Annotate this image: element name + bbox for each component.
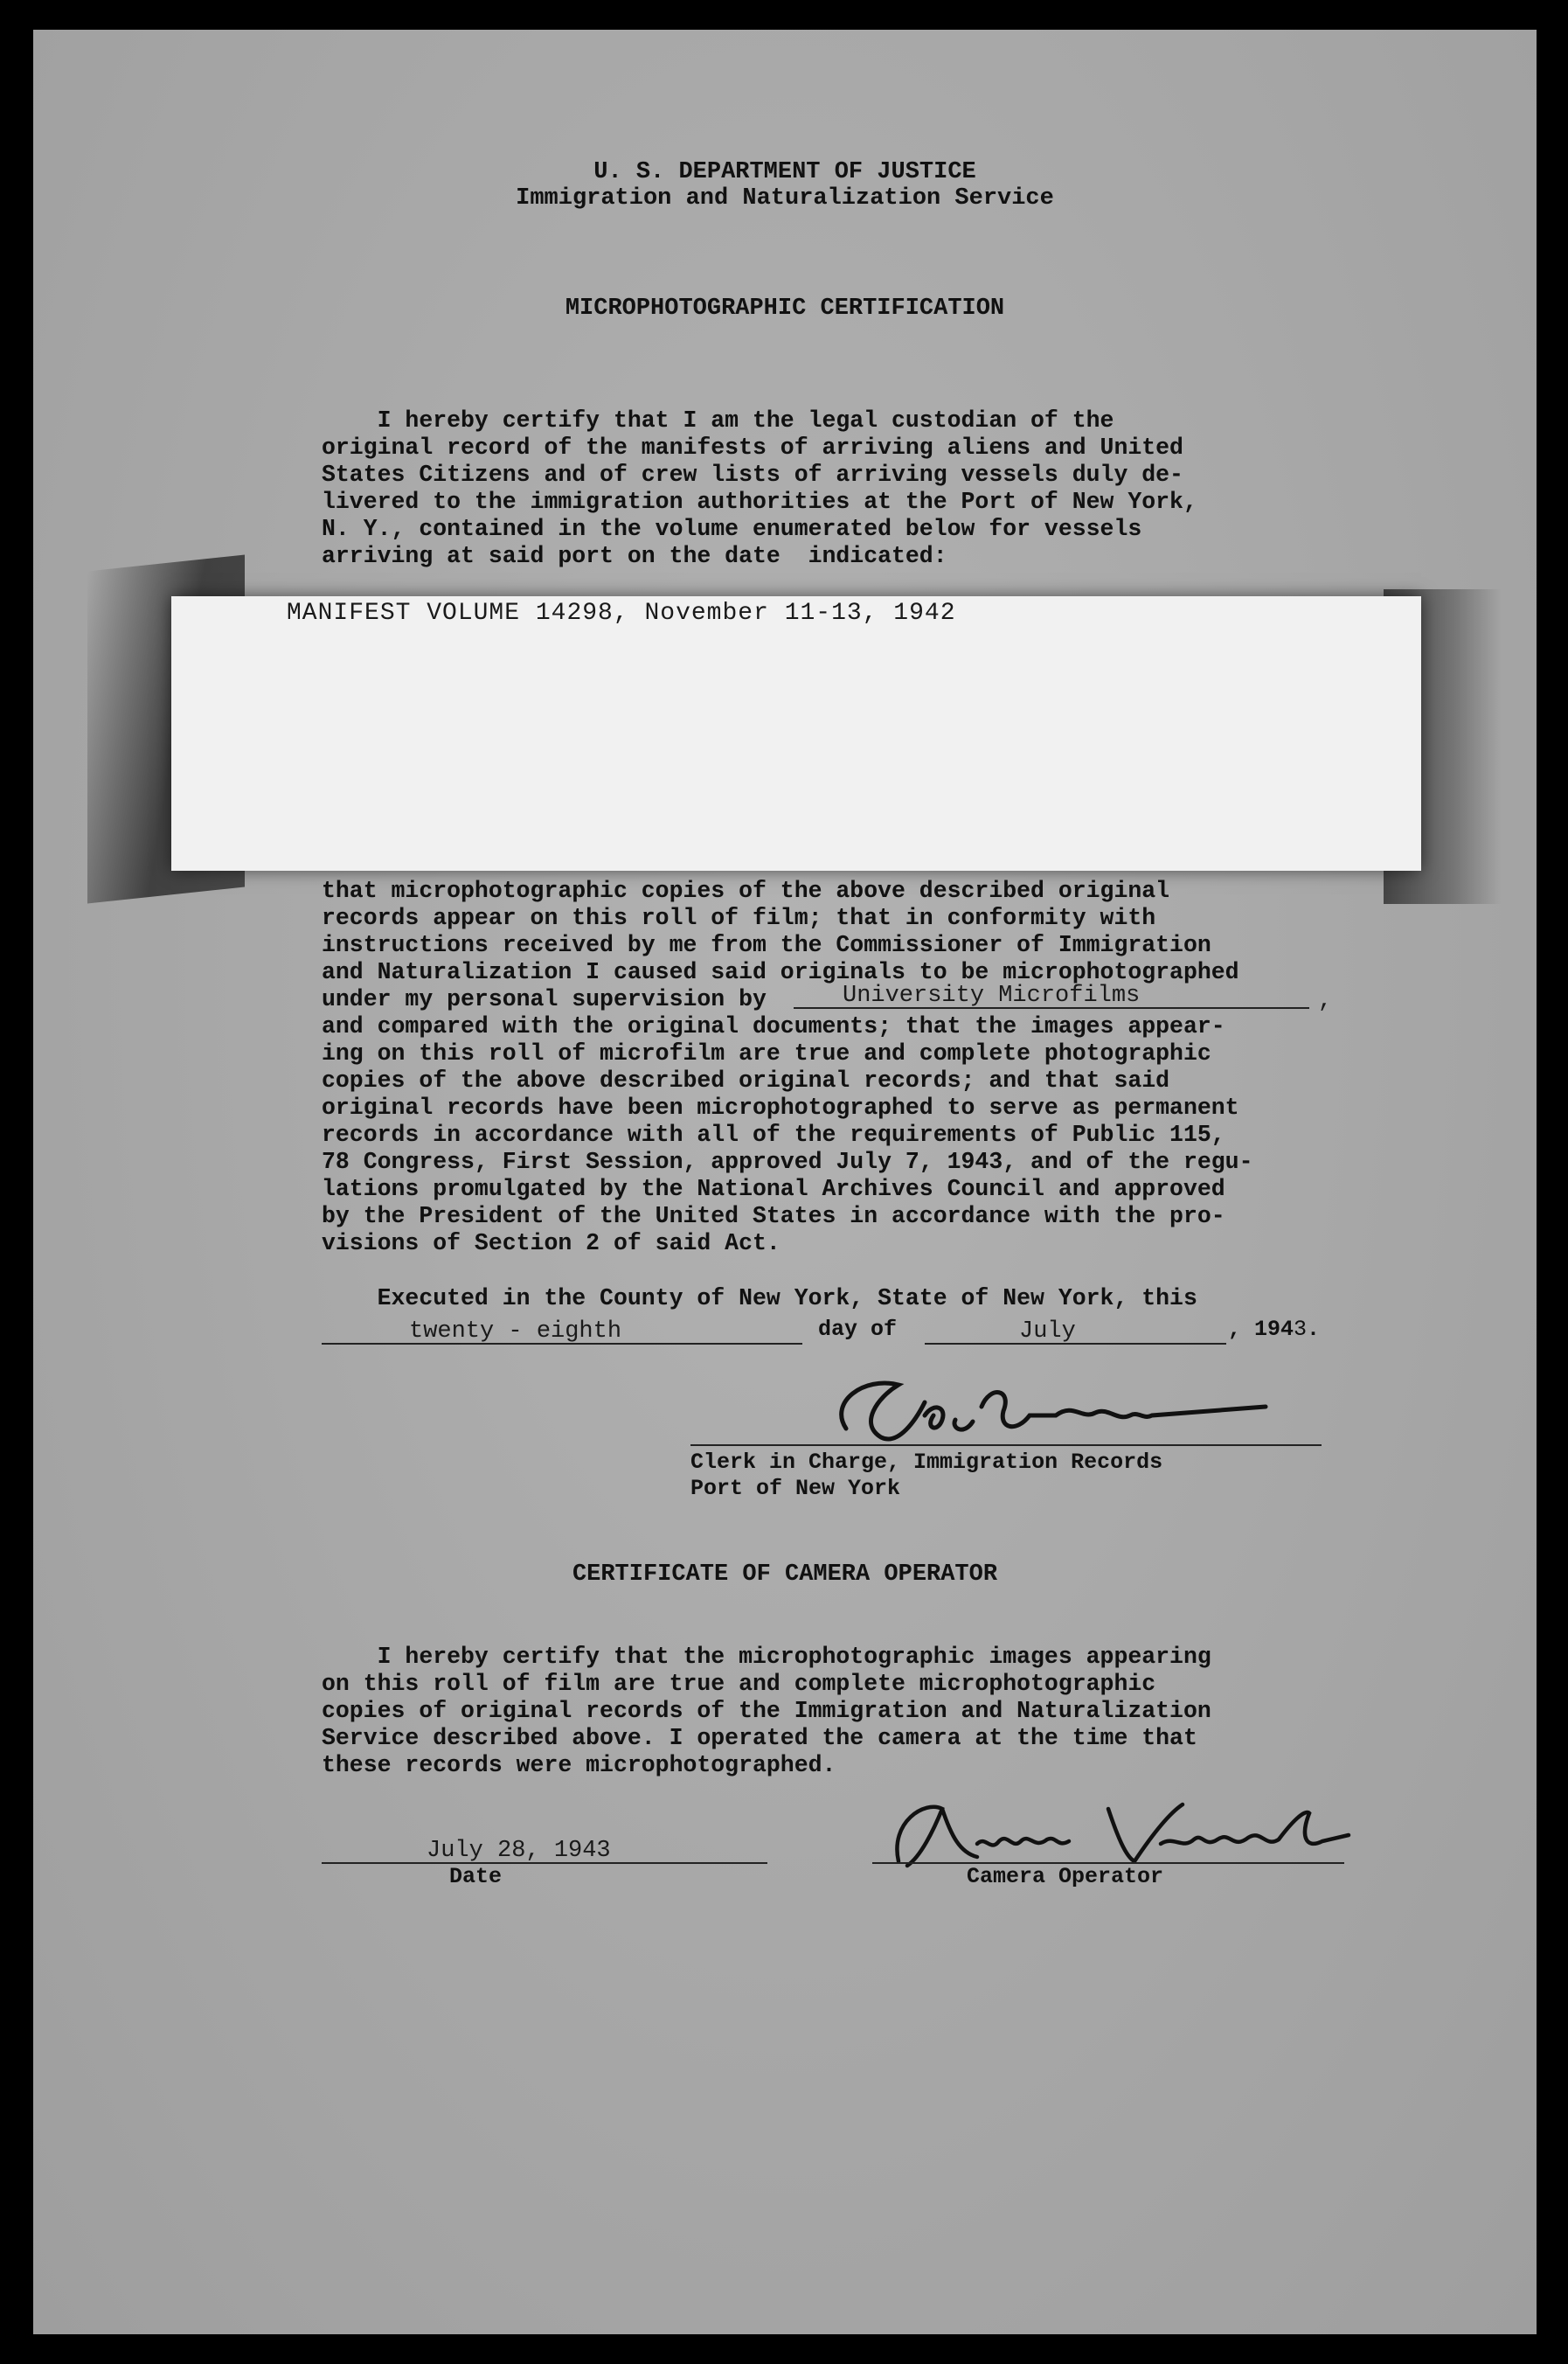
document-page (33, 30, 1537, 2334)
body-line: ing on this roll of microfilm are true and complete photographic (322, 1040, 1211, 1067)
year-suffix: . (1307, 1317, 1321, 1342)
camera-line: on this roll of film are true and complete microphotographic (322, 1671, 1156, 1697)
camera-certificate-heading: CERTIFICATE OF CAMERA OPERATOR (572, 1561, 998, 1588)
intro-line: N. Y., contained in the volume enumerated below for vessels (322, 516, 1142, 542)
body-line: visions of Section 2 of said Act. (322, 1230, 781, 1256)
body-line: and compared with the original documents; that the images appear- (322, 1013, 1225, 1039)
intro-line: livered to the immigration authorities at the Port of New York, (322, 489, 1197, 515)
supervisor-comma: , (1318, 988, 1333, 1014)
body-line: copies of the above described original records; and that said (322, 1067, 1170, 1094)
body-line: lations promulgated by the National Archives Council and approved (322, 1176, 1225, 1202)
year-prefix-text: , 194 (1228, 1317, 1294, 1342)
supervisor-name: University Microfilms (843, 983, 1141, 1009)
agency-heading: U. S. DEPARTMENT OF JUSTICE (593, 159, 976, 185)
year-digit: 3 (1294, 1317, 1308, 1342)
camera-line: Service described above. I operated the camera at the time that (322, 1725, 1197, 1751)
body-line: original records have been microphotographed to serve as permanent (322, 1095, 1239, 1121)
year-prefix (1228, 1317, 1320, 1342)
certification-title: MICROPHOTOGRAPHIC CERTIFICATION (565, 296, 1005, 322)
execution-paragraph (322, 1285, 1327, 1312)
manifest-volume-text: MANIFEST VOLUME 14298, November 11-13, 1942 (287, 600, 956, 627)
body-line: by the President of the United States in accordance with the pro- (322, 1203, 1225, 1229)
body-line: records in accordance with all of the requirements of Public 115, (322, 1122, 1225, 1148)
service-heading: Immigration and Naturalization Service (516, 185, 1054, 212)
day-value: twenty - eighth (409, 1318, 622, 1345)
clerk-title-line1: Clerk in Charge, Immigration Records (690, 1450, 1163, 1475)
intro-line: arriving at said port on the date indicated: (322, 543, 947, 569)
camera-paragraph (322, 1644, 1327, 1779)
camera-line: I hereby certify that the microphotographic images appearing (322, 1644, 1211, 1670)
intro-line: I hereby certify that I am the legal custodian of the (322, 407, 1114, 434)
body-line: that microphotographic copies of the above described original (322, 878, 1170, 904)
body-line: under my personal supervision by (322, 986, 767, 1012)
month-value: July (1019, 1318, 1076, 1345)
date-value: July 28, 1943 (427, 1838, 611, 1864)
body-line: records appear on this roll of film; that in conformity with (322, 905, 1156, 931)
manifest-slip (171, 596, 1421, 871)
operator-label: Camera Operator (967, 1864, 1164, 1889)
body-line: instructions received by me from the Commissioner of Immigration (322, 932, 1211, 958)
intro-line: States Citizens and of crew lists of arriving vessels duly de- (322, 462, 1183, 488)
body-line: 78 Congress, First Session, approved July 7, 1943, and of the regu- (322, 1149, 1253, 1175)
day-of-label: day of (818, 1317, 898, 1342)
intro-paragraph (322, 407, 1327, 570)
intro-line: original record of the manifests of arriving aliens and United (322, 435, 1183, 461)
body-paragraph (322, 878, 1327, 1257)
camera-line: copies of original records of the Immigration and Naturalization (322, 1698, 1211, 1724)
camera-line: these records were microphotographed. (322, 1752, 836, 1778)
body-line: and Naturalization I caused said originals to be microphotographed (322, 959, 1239, 985)
clerk-signature-line (690, 1444, 1322, 1446)
execution-line: Executed in the County of New York, State of New York, this (322, 1285, 1197, 1311)
date-label: Date (449, 1864, 503, 1889)
clerk-title-line2: Port of New York (690, 1476, 901, 1501)
